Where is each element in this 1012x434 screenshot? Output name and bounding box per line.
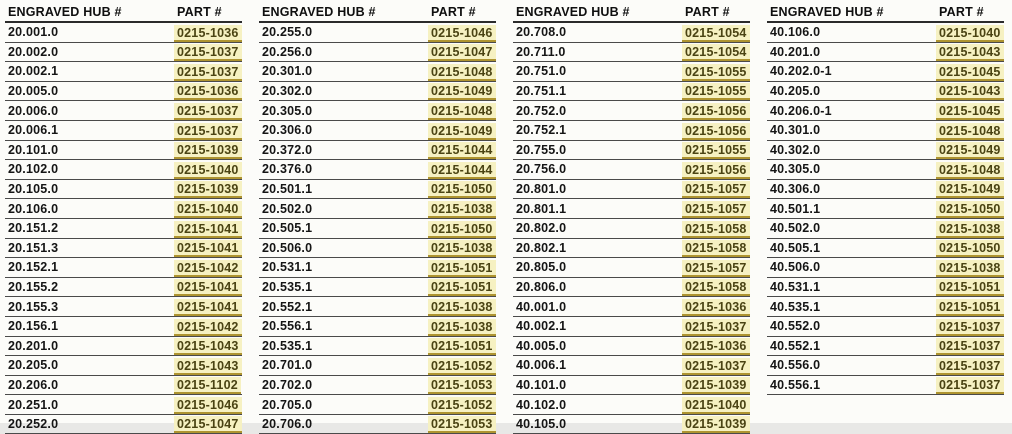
table-row [5,337,242,357]
table-row [259,376,496,396]
table-row [513,317,750,337]
part-number-highlighted: 0215-1041 [174,299,242,316]
table-row [513,101,750,121]
table-row [259,356,496,376]
engraved-hub-number: 40.556.1 [770,377,821,392]
engraved-hub-number: 40.306.0 [770,182,821,197]
part-number-highlighted: 0215-1036 [682,338,750,355]
part-number-highlighted: 0215-1045 [936,64,1004,81]
table-row [5,121,242,141]
part-number-highlighted: 0215-1037 [936,319,1004,336]
table-row [259,141,496,161]
table-header-row [767,2,1004,23]
engraved-hub-number: 20.372.0 [262,142,313,157]
part-number-highlighted: 0215-1042 [174,260,242,277]
part-number-highlighted: 0215-1036 [682,299,750,316]
engraved-hub-number: 20.106.0 [8,201,59,216]
part-number-highlighted: 0215-1050 [936,201,1004,218]
part-number-highlighted: 0215-1051 [428,260,496,277]
engraved-hub-number: 20.711.0 [516,44,566,59]
table-row [767,121,1004,141]
table-row [767,219,1004,239]
part-number-highlighted: 0215-1037 [682,358,750,375]
engraved-hub-number: 20.005.0 [8,84,59,99]
engraved-hub-column-header: ENGRAVED HUB # [262,5,376,19]
engraved-hub-number: 40.001.0 [516,299,567,314]
part-number-highlighted: 0215-1049 [428,83,496,100]
table-row [5,43,242,63]
engraved-hub-number: 20.006.0 [8,103,59,118]
table-row [513,141,750,161]
table-row [513,82,750,102]
engraved-hub-number: 40.202.0-1 [770,64,832,79]
part-number-highlighted: 0215-1056 [682,103,750,120]
table-row [5,141,242,161]
engraved-hub-number: 20.376.0 [262,162,313,177]
engraved-hub-number: 40.531.1 [770,280,821,295]
engraved-hub-number: 20.155.2 [8,280,59,295]
engraved-hub-number: 20.531.1 [262,260,313,275]
table-row [767,239,1004,259]
part-number-highlighted: 0215-1041 [174,240,242,257]
table-row [259,278,496,298]
engraved-hub-number: 20.152.1 [8,260,59,275]
table-row [767,317,1004,337]
engraved-hub-number: 20.801.0 [516,182,567,197]
table-row [5,278,242,298]
table-row [5,415,242,434]
part-number-highlighted: 0215-1050 [428,221,496,238]
engraved-hub-number: 20.535.1 [262,338,313,353]
table-row [767,62,1004,82]
part-number-highlighted: 0215-1051 [936,299,1004,316]
engraved-hub-number: 20.206.0 [8,377,59,392]
engraved-hub-number: 40.006.1 [516,358,567,373]
part-number-highlighted: 0215-1056 [682,162,750,179]
table-row [259,415,496,434]
table-row [5,376,242,396]
part-number-highlighted: 0215-1039 [682,377,750,394]
engraved-hub-number: 40.506.0 [770,260,821,275]
engraved-hub-number: 20.201.0 [8,338,59,353]
part-number-column-header: PART # [939,5,984,19]
table-row [767,258,1004,278]
table-row [767,160,1004,180]
engraved-hub-number: 20.552.1 [262,299,313,314]
engraved-hub-number: 20.255.0 [262,25,313,40]
part-number-highlighted: 0215-1052 [428,397,496,414]
table-row [5,297,242,317]
engraved-hub-number: 20.156.1 [8,319,59,334]
part-number-highlighted: 0215-1051 [936,279,1004,296]
part-number-highlighted: 0215-1048 [936,123,1004,140]
table-row [513,43,750,63]
table-row [5,258,242,278]
part-number-highlighted: 0215-1038 [936,260,1004,277]
part-number-highlighted: 0215-1054 [682,44,750,61]
part-number-highlighted: 0215-1055 [682,64,750,81]
engraved-hub-number: 40.301.0 [770,123,821,138]
engraved-hub-number: 40.552.0 [770,319,821,334]
engraved-hub-number: 20.502.0 [262,201,313,216]
engraved-hub-number: 20.756.0 [516,162,567,177]
part-number-highlighted: 0215-1049 [428,123,496,140]
table-row [513,219,750,239]
table-row [767,101,1004,121]
engraved-hub-number: 20.251.0 [8,397,59,412]
table-row [513,278,750,298]
table-row [259,160,496,180]
engraved-hub-number: 20.802.1 [516,240,567,255]
engraved-hub-number: 20.001.0 [8,25,59,40]
part-number-highlighted: 0215-1040 [682,397,750,414]
part-number-highlighted: 0215-1058 [682,279,750,296]
part-number-highlighted: 0215-1048 [428,64,496,81]
engraved-hub-number: 20.805.0 [516,260,567,275]
part-number-highlighted: 0215-1042 [174,319,242,336]
part-number-highlighted: 0215-1044 [428,162,496,179]
engraved-hub-number: 40.502.0 [770,221,821,236]
engraved-hub-number: 20.702.0 [262,377,313,392]
parts-table-3 [513,2,750,434]
engraved-hub-number: 20.105.0 [8,182,59,197]
engraved-hub-number: 40.305.0 [770,162,821,177]
engraved-hub-number: 40.501.1 [770,201,821,216]
table-row [5,356,242,376]
part-number-highlighted: 0215-1044 [428,142,496,159]
engraved-hub-number: 20.752.1 [516,123,567,138]
part-number-highlighted: 0215-1037 [174,64,242,81]
engraved-hub-number: 40.102.0 [516,397,567,412]
engraved-hub-number: 20.705.0 [262,397,313,412]
part-number-highlighted: 0215-1037 [936,377,1004,394]
engraved-hub-number: 20.252.0 [8,417,59,432]
engraved-hub-number: 20.751.1 [516,84,567,99]
part-number-highlighted: 0215-1049 [936,142,1004,159]
engraved-hub-number: 20.301.0 [262,64,313,79]
table-row [259,219,496,239]
part-number-highlighted: 0215-1053 [428,377,496,394]
part-number-highlighted: 0215-1039 [174,142,242,159]
part-number-highlighted: 0215-1057 [682,181,750,198]
part-number-highlighted: 0215-1037 [174,103,242,120]
table-row [513,337,750,357]
part-number-highlighted: 0215-1040 [174,201,242,218]
table-row [259,395,496,415]
part-number-highlighted: 0215-1056 [682,123,750,140]
engraved-hub-column-header: ENGRAVED HUB # [516,5,630,19]
table-row [5,180,242,200]
engraved-hub-number: 20.556.1 [262,319,313,334]
table-row [513,258,750,278]
part-number-highlighted: 0215-1057 [682,201,750,218]
parts-table-4 [767,2,1004,434]
engraved-hub-number: 20.755.0 [516,142,567,157]
engraved-hub-number: 20.151.3 [8,240,59,255]
engraved-hub-number: 20.506.0 [262,240,313,255]
part-number-highlighted: 0215-1102 [174,377,241,394]
part-number-highlighted: 0215-1043 [174,338,242,355]
engraved-hub-number: 20.505.1 [262,221,313,236]
part-number-column-header: PART # [177,5,222,19]
table-row [5,160,242,180]
table-row [5,23,242,43]
part-number-highlighted: 0215-1046 [428,25,496,42]
engraved-hub-number: 40.206.0-1 [770,103,832,118]
part-number-highlighted: 0215-1058 [682,221,750,238]
table-row [259,82,496,102]
part-number-column-header: PART # [685,5,730,19]
table-row [5,239,242,259]
table-row [5,62,242,82]
part-number-highlighted: 0215-1049 [936,181,1004,198]
engraved-hub-number: 20.801.1 [516,201,567,216]
table-row [767,278,1004,298]
table-row [259,23,496,43]
table-row [259,317,496,337]
table-header-row [5,2,242,23]
engraved-hub-number: 20.256.0 [262,44,313,59]
table-row [5,82,242,102]
engraved-hub-number: 20.706.0 [262,417,313,432]
part-number-highlighted: 0215-1037 [174,123,242,140]
part-number-highlighted: 0215-1038 [428,319,496,336]
table-row [259,121,496,141]
table-row [767,82,1004,102]
engraved-hub-number: 20.701.0 [262,358,313,373]
engraved-hub-number: 20.752.0 [516,103,567,118]
table-header-row [513,2,750,23]
table-row [5,101,242,121]
engraved-hub-number: 20.101.0 [8,142,59,157]
table-row [513,297,750,317]
table-row [767,297,1004,317]
engraved-hub-number: 40.105.0 [516,417,567,432]
table-row [513,199,750,219]
engraved-hub-number: 20.155.3 [8,299,59,314]
part-number-highlighted: 0215-1043 [174,358,242,375]
table-row [767,180,1004,200]
part-number-highlighted: 0215-1051 [428,279,496,296]
engraved-hub-number: 40.302.0 [770,142,821,157]
table-row [259,258,496,278]
part-number-highlighted: 0215-1036 [174,25,242,42]
part-number-highlighted: 0215-1055 [682,142,750,159]
table-row [513,180,750,200]
engraved-hub-number: 40.106.0 [770,25,821,40]
table-row [513,239,750,259]
table-row [767,337,1004,357]
part-number-highlighted: 0215-1057 [682,260,750,277]
table-row [767,356,1004,376]
table-row [259,239,496,259]
engraved-hub-number: 20.102.0 [8,162,59,177]
engraved-hub-number: 20.305.0 [262,103,313,118]
part-number-highlighted: 0215-1037 [174,44,242,61]
table-row [767,43,1004,63]
engraved-hub-number: 20.151.2 [8,221,59,236]
table-row [513,415,750,434]
part-number-highlighted: 0215-1038 [428,299,496,316]
part-number-highlighted: 0215-1048 [936,162,1004,179]
engraved-hub-number: 20.002.0 [8,44,59,59]
part-number-highlighted: 0215-1050 [936,240,1004,257]
part-number-highlighted: 0215-1040 [936,25,1004,42]
table-row [513,62,750,82]
table-row [5,199,242,219]
part-number-highlighted: 0215-1037 [936,338,1004,355]
table-row [259,101,496,121]
part-number-highlighted: 0215-1053 [428,416,496,433]
part-number-highlighted: 0215-1046 [174,397,242,414]
engraved-hub-number: 40.101.0 [516,377,567,392]
part-number-highlighted: 0215-1043 [936,44,1004,61]
part-number-highlighted: 0215-1047 [174,416,242,433]
table-row [513,121,750,141]
table-row [767,141,1004,161]
engraved-hub-number: 20.802.0 [516,221,567,236]
part-number-highlighted: 0215-1052 [428,358,496,375]
part-number-highlighted: 0215-1058 [682,240,750,257]
engraved-hub-number: 40.556.0 [770,358,821,373]
part-number-highlighted: 0215-1040 [174,162,242,179]
engraved-hub-number: 20.806.0 [516,280,567,295]
part-number-highlighted: 0215-1038 [428,201,496,218]
table-row [259,297,496,317]
engraved-hub-number: 20.006.1 [8,123,59,138]
engraved-hub-number: 40.552.1 [770,338,821,353]
table-row [5,219,242,239]
part-number-highlighted: 0215-1038 [936,221,1004,238]
part-number-highlighted: 0215-1043 [936,83,1004,100]
table-header-row [259,2,496,23]
engraved-hub-number: 20.302.0 [262,84,313,99]
part-number-highlighted: 0215-1039 [174,181,242,198]
engraved-hub-number: 40.505.1 [770,240,821,255]
part-number-highlighted: 0215-1048 [428,103,496,120]
engraved-hub-number: 40.002.1 [516,319,567,334]
engraved-hub-number: 20.205.0 [8,358,59,373]
engraved-hub-column-header: ENGRAVED HUB # [8,5,122,19]
engraved-hub-number: 20.306.0 [262,123,313,138]
parts-table-2 [259,2,496,434]
table-row [767,23,1004,43]
parts-table-1 [5,2,242,434]
table-row [513,23,750,43]
table-row [259,43,496,63]
part-number-column-header: PART # [431,5,476,19]
table-row [5,317,242,337]
table-row [513,376,750,396]
part-number-highlighted: 0215-1045 [936,103,1004,120]
table-row [5,395,242,415]
part-number-highlighted: 0215-1047 [428,44,496,61]
part-number-highlighted: 0215-1054 [682,25,750,42]
table-row [259,62,496,82]
part-number-highlighted: 0215-1055 [682,83,750,100]
engraved-hub-number: 40.535.1 [770,299,821,314]
engraved-hub-number: 40.205.0 [770,84,821,99]
part-number-highlighted: 0215-1050 [428,181,496,198]
engraved-hub-number: 20.535.1 [262,280,313,295]
engraved-hub-number: 20.501.1 [262,182,313,197]
table-row [259,337,496,357]
part-number-highlighted: 0215-1037 [936,358,1004,375]
part-number-highlighted: 0215-1041 [174,279,242,296]
part-number-highlighted: 0215-1036 [174,83,242,100]
part-number-highlighted: 0215-1039 [682,416,750,433]
part-number-highlighted: 0215-1051 [428,338,496,355]
engraved-hub-number: 40.005.0 [516,338,567,353]
part-number-highlighted: 0215-1038 [428,240,496,257]
table-row [513,395,750,415]
table-row [259,180,496,200]
part-number-highlighted: 0215-1041 [174,221,242,238]
table-row [259,199,496,219]
engraved-hub-number: 20.751.0 [516,64,567,79]
table-row [767,376,1004,396]
table-row [513,356,750,376]
tables-container [5,2,1004,434]
part-number-highlighted: 0215-1037 [682,319,750,336]
table-row [513,160,750,180]
engraved-hub-number: 20.708.0 [516,25,567,40]
engraved-hub-number: 20.002.1 [8,64,59,79]
engraved-hub-column-header: ENGRAVED HUB # [770,5,884,19]
engraved-hub-number: 40.201.0 [770,44,821,59]
table-row [767,199,1004,219]
